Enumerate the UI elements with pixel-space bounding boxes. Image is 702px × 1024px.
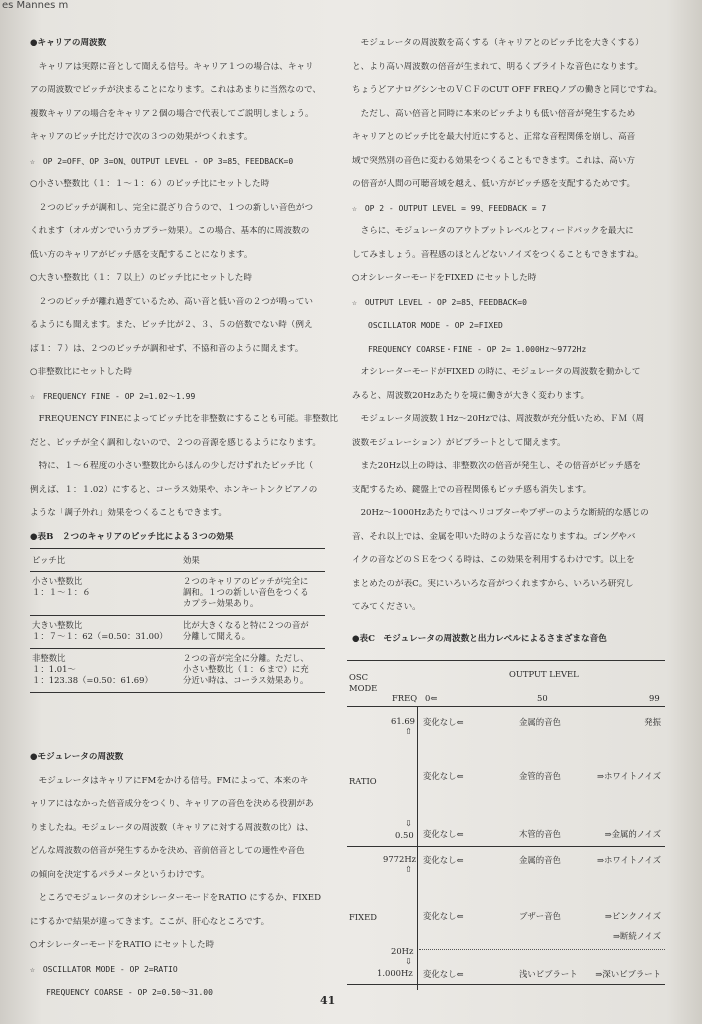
left-lower-paragraph-line: ャリアにはなかった倍音成分をつくり、キャリアの音色を決める役割があ [30,799,314,809]
table-c-cell: 変化なし⇐ [423,771,464,781]
left-paragraph-line: アの周波数でピッチが決まることになります。これはあまりに当然なので、 [30,85,321,95]
table-b-header-effect: 効果 [182,554,200,565]
table-b-effect-cell: 比が大きくなると特に２つの音が 分離して聞える。 [182,620,309,641]
left-paragraph-line: ような「調子外れ」効果をつくることもできます。 [30,508,227,518]
table-b-row [30,649,325,693]
left-paragraph-line: ○非整数比にセットした時 [30,367,133,377]
left-lower-paragraph-line: りましたね。モジュレータの周波数（キャリアに対する周波数の比）は、 [30,822,314,833]
left-paragraph-line: ２つのピッチが調和し、完全に混ざり合うので、１つの新しい音色がつ [30,202,314,213]
left-paragraph-line: ●表B ２つのキャリアのピッチ比による３つの効果 [30,531,234,542]
table-b-header-ratio: ピッチ比 [32,554,66,565]
right-paragraph-line: ☆ OUTPUT LEVEL - OP 2=85、FEEDBACK=0 [352,297,527,307]
table-b [30,548,325,693]
table-c-cell: 金属的音色 [519,855,561,865]
table-c-cell: 発振 [644,717,661,727]
left-paragraph-line: 特に、１〜６程度の小さい整数比からほんの少しだけずれたピッチ比（ [30,461,314,471]
running-header: es Mannes m [2,0,69,11]
table-c-fixed-low: 1.000Hz [377,968,413,978]
table-c-ratio-high: 61.69 [391,716,415,726]
left-paragraph-line: 例えば、１：１.02）にすると、コーラス効果や、ホンキートンクピアノの [30,484,318,495]
left-paragraph-line: FREQUENCY FINEによってピッチ比を非整数にすることも可能。非整数比 [30,414,339,424]
left-lower-paragraph-line: ☆ OSCILLATOR MODE - OP 2=RATIO [30,964,178,974]
left-lower-paragraph-line: ○オシレーターモードをRATIO にセットした時 [30,940,215,950]
left-lower-paragraph-line: モジュレータはキャリアにFMをかける信号。FMによって、本来のキ [30,775,309,786]
table-c-cell: 木管的音色 [519,829,561,839]
table-c-bottom-rule [347,984,665,985]
table-c-header-rule [347,706,665,707]
table-c-cell: 変化なし⇐ [423,969,464,979]
right-paragraph-line: てみてください。 [352,602,421,612]
table-c-cell: 金管的音色 [519,771,561,781]
right-paragraph-line: 音、それ以上では、金属を叩いた時のような音になりますね。ゴングやバ [352,531,636,542]
right-paragraph-line: イクの音などのＳＥをつくる時は、この効果を利用するわけです。以上を [352,555,635,565]
table-c-fixed-label: FIXED [349,912,377,922]
table-c-cell: ⇒断続ノイズ [612,931,661,941]
table-c-output-level: OUTPUT LEVEL [509,669,579,679]
right-paragraph-line: ○オシレーターモードをFIXED にセットした時 [352,273,537,283]
table-b-ratio-cell: 大きい整数比 １：７〜１：62（=0.50：31.00） [32,620,168,641]
table-c-cell: 変化なし⇐ [423,717,464,727]
table-c-freq: FREQ [392,693,418,703]
left-paragraph-line: ○小さい整数比（１：１〜１：６）のピッチ比にセットした時 [30,179,270,189]
right-paragraph-line: モジュレータ周波数１Hz〜20Hzでは、周波数が充分低いため、ＦＭ（周 [352,414,645,424]
left-lower-paragraph-line: ●モジュレータの周波数 [30,752,124,762]
right-paragraph-line: FREQUENCY COARSE・FINE - OP 2= 1.000Hz〜9772Hz [352,344,587,354]
left-paragraph-line: ☆ OP 2=OFF、OP 3=ON、OUTPUT LEVEL - OP 3=85、FEEDBACK=0 [30,156,294,166]
left-paragraph-line: ２つのピッチが離れ過ぎているため、高い音と低い音の２つが鳴ってい [30,296,313,307]
left-lower-paragraph-line: ところでモジュレータのオシレーターモードをRATIO にするか、FIXED [30,893,321,903]
left-paragraph-line: だと、ピッチが全く調和しないので、２つの音源を感じるようになります。 [30,437,321,448]
left-lower-paragraph-line: FREQUENCY COARSE - OP 2=0.50〜31.00 [30,988,213,997]
right-paragraph-line: 域で突然別の音色に変わる効果をつくることもできます。これは、高い方 [352,155,635,166]
right-paragraph-line: ただし、高い倍音と同時に本来のピッチよりも低い倍音が発生するため [352,108,636,119]
table-c-cell: 変化なし⇐ [423,855,464,865]
table-c-cell: ⇒深いビブラート [595,969,661,979]
left-lower-paragraph-line: どんな周波数の倍音が発生するかを決め、音前倍音としての適性や音色 [30,846,305,856]
table-c-cell: ⇒金属的ノイズ [604,829,661,839]
right-paragraph-line: してみましょう。音程感のほとんどないノイズをつくることもできますね。 [352,249,644,260]
left-lower-paragraph-line: にするかで結果が違ってきます。ここが、肝心なところです。 [30,916,270,927]
table-c-mid-rule [347,846,665,847]
table-b-header [30,548,325,572]
left-paragraph-line: キャリアのピッチ比だけで次の３つの効果がつくれます。 [30,132,253,142]
left-paragraph-line: 低い方のキャリアがピッチ感を支配することになります。 [30,249,253,260]
left-paragraph-line: ば１：７）は、２つのピッチが調和せず、不協和音のように聞えます。 [30,343,304,354]
left-paragraph-line: ☆ FREQUENCY FINE - OP 2=1.02〜1.99 [30,391,196,401]
table-b-ratio-cell: 非整数比 １：1.01〜 １：123.38（=0.50：61.69） [32,653,153,685]
table-b-row [30,616,325,649]
right-paragraph-line: 20Hz〜1000Hzあたりではヘリコプターやブザーのような断続的な感じの [352,508,649,518]
table-c-level-99: 99 [649,693,660,703]
left-paragraph-line: るようにも聞えます。また、ピッチ比が２、３、５の倍数でない時（例え [30,320,313,330]
right-paragraph-line: 支配するため、鍵盤上での音程関係もピッチ感も消失します。 [352,484,592,495]
table-c-ratio-label: RATIO [349,776,377,786]
left-paragraph-line: ●キャリアの周波数 [30,38,107,48]
table-c-cell: ⇒ホワイトノイズ [596,855,661,865]
left-lower-column [30,752,345,1011]
table-b-ratio-cell: 小さい整数比 １：１〜１：６ [32,576,91,597]
left-paragraph-line: 複数キャリアの場合をキャリア２個の場合で代表してご説明しましょう。 [30,108,314,119]
left-paragraph-line: キャリアは実際に音として聞える信号。キャリア１つの場合は、キャリ [30,61,314,72]
right-paragraph-line: まとめたのが表C。実にいろいろな音がつくれますから、いろいろ研究し [352,578,634,589]
table-b-effect-cell: ２つの音が完全に分離。ただし、 小さい整数比（１：６まで）に充 分近い時は、コーラス効果あり。 [182,653,309,685]
table-c-fixed-mid: 20Hz [391,946,414,956]
table-c-cell: ⇒ピンクノイズ [604,911,661,921]
page-number: 41 [320,994,336,1007]
table-c: OSC MODE OUTPUT LEVEL FREQ 0⇐ 50 99 61.69 ⇧ RATIO ⇩ 0.50 9772Hz ⇧ FIXED 20Hz ⇩ 1.000Hz 変化なし⇐ 金属的音色 発振 変化なし⇐ 金管的音色 ⇒ホワイトノイズ 変化なし⇐ 木管的音色 ⇒金属的ノイズ 変化なし⇐ 金属的音色 ⇒ホワイトノイズ 変化なし⇐ ブザー音色 ⇒ピンクノイズ ⇒断続ノイズ 変化なし⇐ 浅いビブラート ⇒深いビブラート [347,660,665,990]
table-c-cell: 金属的音色 [519,717,561,727]
table-b-effect-cell: ２つのキャリアのピッチが完全に 調和。１つの新しい音色をつくる カプラー効果あり。 [182,576,309,608]
right-column [352,38,677,626]
table-c-divider [417,706,418,990]
left-column [30,38,345,555]
table-c-title: ●表C モジュレータの周波数と出力レベルによるさまざまな音色 [352,634,607,644]
right-paragraph-line: ☆ OP 2 - OUTPUT LEVEL = 99、FEEDBACK = 7 [352,203,547,213]
table-c-osc-mode: OSC MODE [349,672,378,693]
right-paragraph-line: OSCILLATOR MODE - OP 2=FIXED [352,321,503,330]
table-c-20hz-line [419,949,665,950]
table-c-level-50: 50 [537,693,548,703]
right-paragraph-line: また20Hz以上の時は、非整数次の倍音が発生し、その倍音がピッチ感を [352,461,642,471]
right-paragraph-line: みると、周波数20Hzあたりを境に働きが大きく変わります。 [352,390,590,401]
right-paragraph-line: と、より高い周波数の倍音が生まれて、明るくブライトな音色になります。 [352,61,644,72]
left-paragraph-line: くれます（オルガンでいうカプラー効果）。この場合、基本的に周波数の [30,226,310,236]
right-paragraph-line: モジュレータの周波数を高くする（キャリアとのピッチ比を大きくする） [352,38,644,48]
right-paragraph-line: オシレーターモードがFIXED の時に、モジュレータの周波数を動かして [352,367,641,377]
table-c-cell: ⇒ホワイトノイズ [596,771,661,781]
table-c-top-rule [347,660,665,661]
table-c-ratio-low: 0.50 [395,830,414,840]
right-paragraph-line: の倍音が人間の可聴音域を越え、低い方がピッチ感を支配するためです。 [352,179,636,189]
left-paragraph-line: ○大きい整数比（１：７以上）のピッチ比にセットした時 [30,273,252,283]
left-lower-paragraph-line: の傾向を決定するパラメータというわけです。 [30,869,210,880]
table-b-row [30,572,325,616]
table-c-level-0: 0⇐ [425,693,438,703]
table-c-cell: 浅いビブラート [519,969,578,979]
right-paragraph-line: キャリアとのピッチ比を最大付近にすると、正常な音程関係を崩し、高音 [352,132,636,142]
right-paragraph-line: さらに、モジュレータのアウトプットレベルとフィードバックを最大に [352,226,634,236]
right-paragraph-line: 波数モジュレーション）がビブラートとして聞えます。 [352,437,566,448]
table-c-cell: 変化なし⇐ [423,911,464,921]
right-paragraph-line: ちょうどアナログシンセのＶＣＦのCUT OFF FREQノブの働きと同じですね。 [352,85,663,95]
table-c-fixed-high: 9772Hz [383,854,417,864]
table-c-cell: 変化なし⇐ [423,829,464,839]
table-c-cell: ブザー音色 [519,911,561,921]
